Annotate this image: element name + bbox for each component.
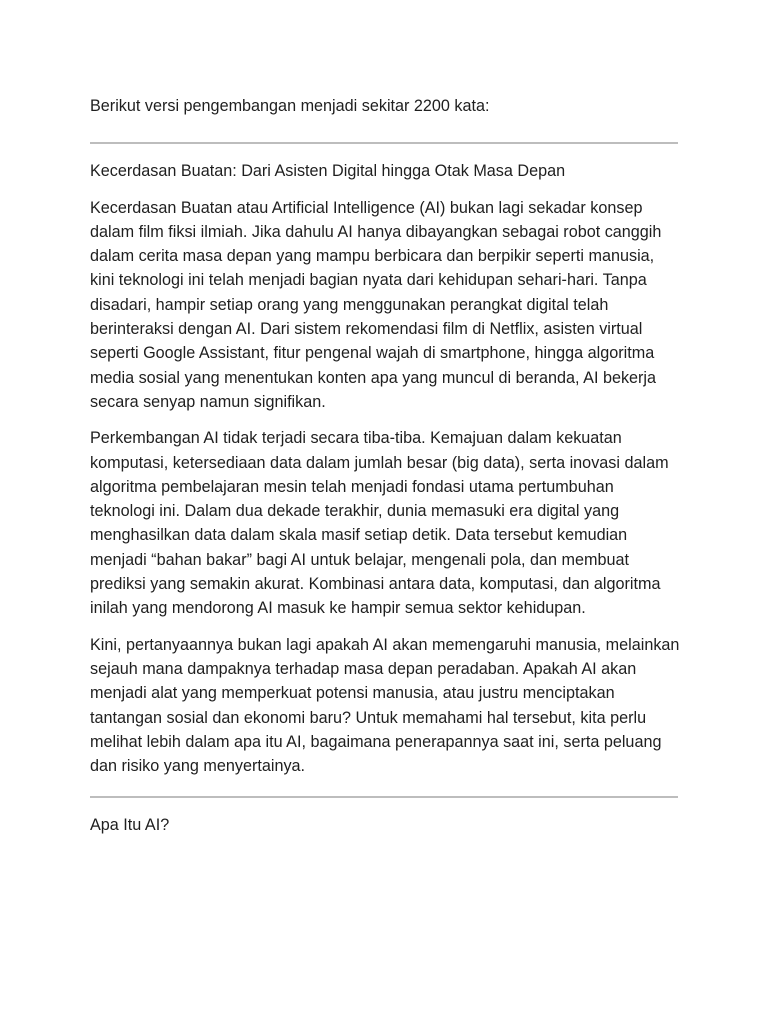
paragraph-2: Perkembangan AI tidak terjadi secara tiba-tiba. Kemajuan dalam kekuatan komputasi, ketersediaan data dalam jumlah besar (big data), serta inovasi dalam algoritma pembelajaran mesin telah menjadi fondasi utama pertumbuhan teknologi ini. Dalam dua dekade terakhir, dunia memasuki era digital yang menghasilkan data dalam skala masif setiap detik. Data tersebut kemudian menjadi “bahan bakar” bagi AI untuk belajar, mengenali pola, dan membuat prediksi yang semakin akurat. Kombinasi antara data, komputasi, dan algoritma inilah yang mendorong AI masuk ke hampir semua sektor kehidupan. bbox=[90, 429, 669, 618]
paragraph-3: Kini, pertanyaannya bukan lagi apakah AI akan memengaruhi manusia, melainkan sejauh mana dampaknya terhadap masa depan peradaban. Apakah AI akan menjadi alat yang memperkuat potensi manusia, atau justru menciptakan tantangan sosial dan ekonomi baru? Untuk memahami hal tersebut, kita perlu melihat lebih dalam apa itu AI, bagaimana penerapannya saat ini, serta peluang dan risiko yang menyertainya. bbox=[90, 635, 680, 776]
section-heading: Apa Itu AI? bbox=[90, 816, 170, 835]
intro-text: Berikut versi pengembangan menjadi sekitar 2200 kata: bbox=[90, 97, 490, 115]
divider-bottom bbox=[90, 796, 678, 798]
document-content bbox=[90, 94, 682, 838]
divider-top bbox=[90, 142, 678, 144]
paragraph-1: Kecerdasan Buatan atau Artificial Intelligence (AI) bukan lagi sekadar konsep dalam film fiksi ilmiah. Jika dahulu AI hanya dibayangkan sebagai robot canggih dalam cerita masa depan yang mampu berbicara dan berpikir seperti manusia, kini teknologi ini telah menjadi bagian nyata dari kehidupan sehari-hari. Tanpa disadari, hampir setiap orang yang menggunakan perangkat digital telah berinteraksi dengan AI. Dari sistem rekomendasi film di Netflix, asisten virtual seperti Google Assistant, fitur pengenal wajah di smartphone, hingga algoritma media sosial yang menentukan konten apa yang muncul di beranda, AI bekerja secara senyap namun signifikan. bbox=[90, 198, 662, 411]
article-title: Kecerdasan Buatan: Dari Asisten Digital hingga Otak Masa Depan bbox=[90, 162, 566, 181]
